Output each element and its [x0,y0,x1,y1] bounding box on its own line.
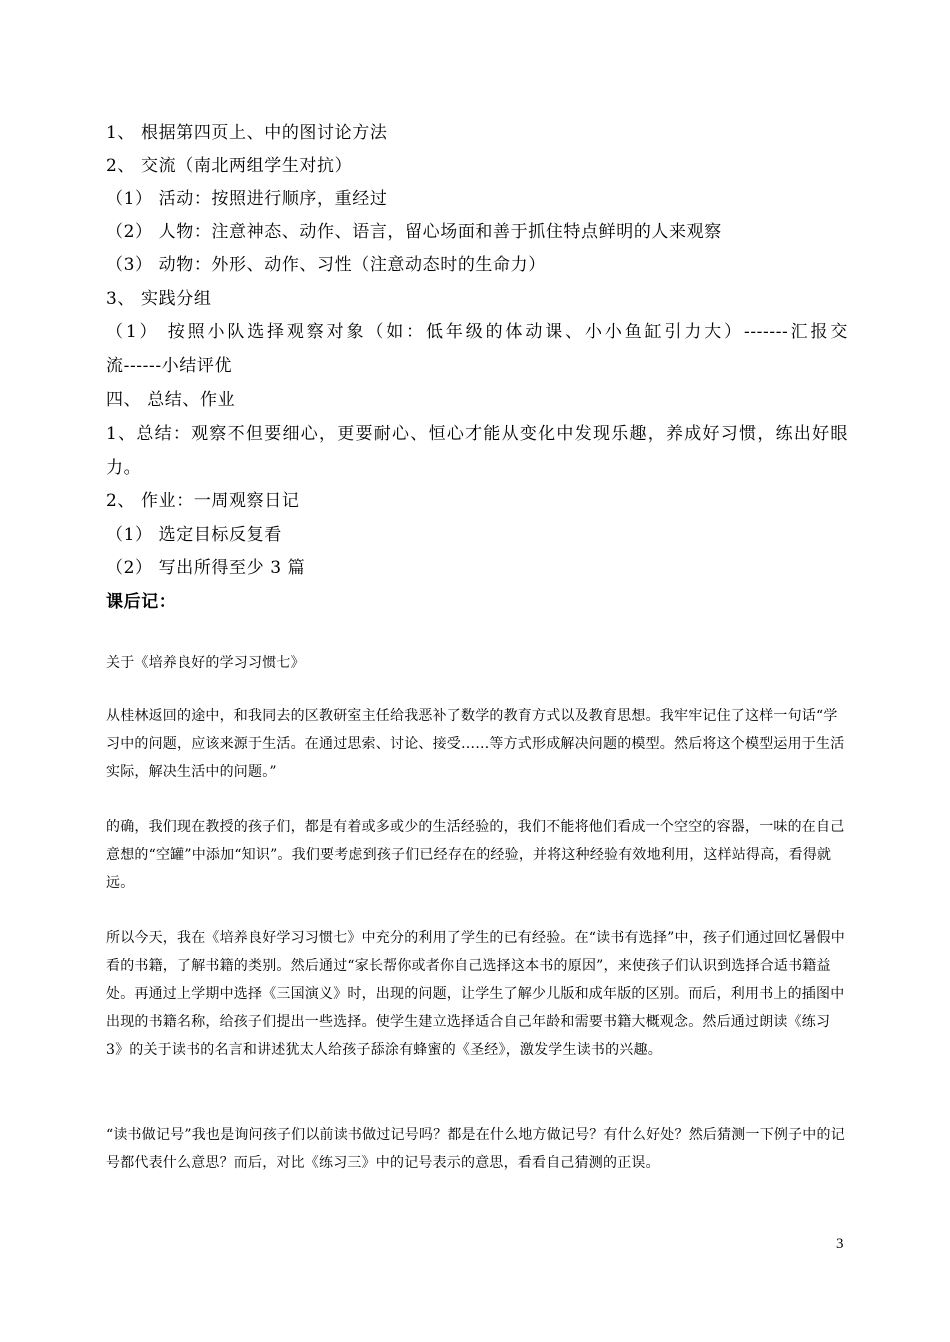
lesson-sub-1: （1） 活动：按照进行顺序，重经过 [106,189,388,209]
lesson-homework: 2、 作业：一周观察日记 [106,491,300,511]
lesson-summary-line2: 力。 [106,458,142,478]
lesson-sub-4-line2: 流------小结评优 [106,356,233,376]
lesson-homework-2: （2） 写出所得至少 3 篇 [106,558,306,578]
reflection-paragraph-4: “读书做记号”我也是询问孩子们以前读书做过记号吗？都是在什么地方做记号？有什么好处？然后猜测一下例子中的记号都代表什么意思？而后，对比《练习三》中的记号表示的意思，看看自己猜测的正误。 [106,1127,845,1171]
reflection-paragraph-2: 的确，我们现在教授的孩子们，都是有着或多或少的生活经验的，我们不能将他们看成一个空空的容器，一味的在自己意想的“空罐”中添加“知识”。我们要考虑到孩子们已经存在的经验，并将这种经验有效地利用，这样站得高，看得就远。 [106,819,845,891]
lesson-sub-3: （3） 动物：外形、动作、习性（注意动态时的生命力） [106,255,546,275]
lesson-item-2: 2、 交流（南北两组学生对抗） [106,156,353,176]
reflection-paragraph-3: 所以今天，我在《培养良好学习习惯七》中充分的利用了学生的已有经验。在“读书有选择”中，孩子们通过回忆暑假中看的书籍，了解书籍的类别。然后通过“家长帮你或者你自己选择这本书的原因”，来使孩子们认识到选择合适书籍益处。再通过上学期中选择《三国演义》时，出现的问题，让学生了解少儿版和成年版的区别。而后，利用书上的插图中出现的书籍名称，给孩子们提出一些选择。使学生建立选择适合自己年龄和需要书籍大概观念。然后通过朗读《练习 3》的关于读书的名言和讲述犹太人给孩子舔涂有蜂蜜的《圣经》，激发学生读书的兴趣。 [106,930,845,1058]
lesson-sub-2: （2） 人物：注意神态、动作、语言，留心场面和善于抓住特点鲜明的人来观察 [106,222,722,242]
page-number: 3 [836,1236,844,1252]
lesson-item-1: 1、 根据第四页上、中的图讨论方法 [106,123,388,143]
lesson-section-4: 四、 总结、作业 [106,390,236,410]
reflection-title: 关于《培养良好的学习习惯七》 [106,655,305,671]
lesson-summary-line1: 1、总结：观察不但要细心，更要耐心、恒心才能从变化中发现乐趣，养成好习惯，练出好眼 [106,424,848,444]
lesson-sub-4-line1: （1） 按照小队选择观察对象（如：低年级的体动课、小小鱼缸引力大）-------汇报交 [106,322,848,342]
lesson-homework-1: （1） 选定目标反复看 [106,525,282,545]
after-class-heading: 课后记： [106,592,177,612]
lesson-item-3: 3、 实践分组 [106,289,212,309]
reflection-paragraph-1: 从桂林返回的途中，和我同去的区教研室主任给我恶补了数学的教育方式以及教育思想。我牢牢记住了这样一句话“学习中的问题，应该来源于生活。在通过思索、讨论、接受……等方式形成解决问题的模型。然后将这个模型运用于生活实际，解决生活中的问题。” [106,708,845,780]
